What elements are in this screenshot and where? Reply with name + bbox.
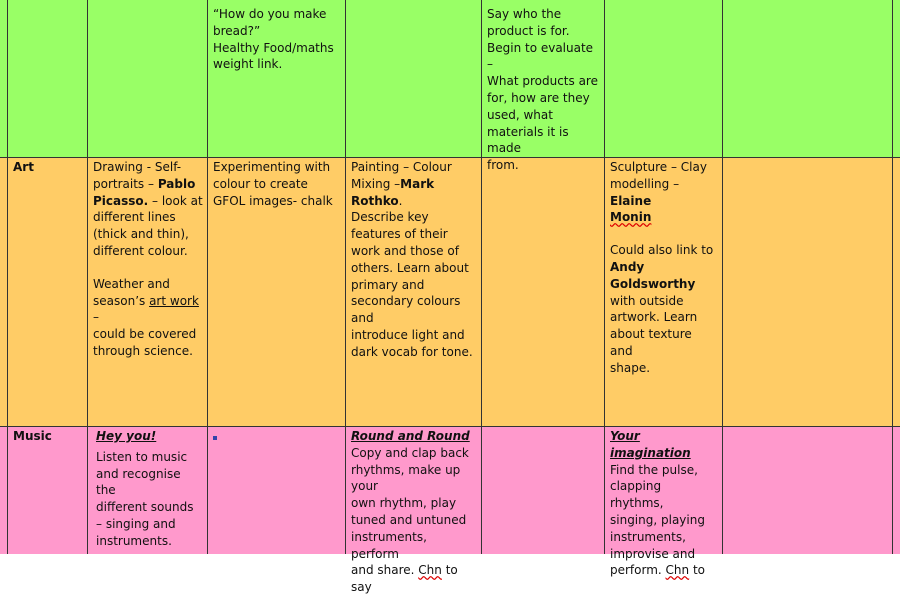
cell-text: used, what <box>487 107 553 122</box>
bullet-icon <box>213 436 217 440</box>
top-col5-cell <box>481 6 604 174</box>
cell-text: secondary colours and <box>351 294 461 326</box>
music-col2-cell <box>87 428 207 550</box>
cell-text: instruments. <box>96 533 172 548</box>
cell-text: Chn <box>418 563 442 578</box>
cell-text: . <box>398 193 403 208</box>
table-border <box>207 0 208 554</box>
cell-text <box>610 209 718 226</box>
cell-text: Sculpture – Clay <box>610 160 707 174</box>
cell-text <box>93 176 203 193</box>
cell-text: primary and <box>351 277 425 292</box>
art-col2-cell <box>87 159 207 360</box>
cell-text: clapping rhythms, <box>610 479 664 511</box>
cell-text: singing, playing <box>610 512 705 527</box>
cell-text: different sounds <box>96 500 194 515</box>
cell-text: GFOL images- chalk <box>213 193 333 208</box>
cell-text: for, how are they <box>487 90 590 105</box>
cell-text: work and those of <box>351 243 459 258</box>
table-border <box>0 157 900 158</box>
cell-text <box>351 176 477 210</box>
cell-text: Find the pulse, <box>610 462 698 477</box>
cell-text: about texture and <box>610 327 692 358</box>
unit-title: Round and Round <box>351 429 470 443</box>
cell-text: and recognise the <box>96 466 181 498</box>
cell-text: modelling – <box>610 176 680 191</box>
cell-text: Chn <box>665 563 690 578</box>
cell-text: improvise and <box>610 546 696 561</box>
cell-text: tuned and untuned <box>351 512 467 527</box>
cell-text: artwork. Learn <box>610 310 698 325</box>
cell-text <box>610 259 718 293</box>
cell-text: Experimenting with <box>213 160 331 174</box>
art-col6-cell <box>604 159 722 377</box>
cell-text: Begin to evaluate – <box>487 40 594 72</box>
cell-text: Listen to music <box>96 449 188 464</box>
cell-text: Copy and clap back <box>351 445 469 460</box>
art-col4-cell <box>345 159 481 361</box>
table-border <box>722 0 723 554</box>
row-top-background <box>0 0 900 157</box>
cell-text: Describe key <box>351 210 429 225</box>
cell-text: different lines <box>93 210 176 225</box>
artist-name: Mark Rothko <box>351 176 435 208</box>
cell-text <box>93 193 203 210</box>
cell-text: and share. <box>351 563 419 578</box>
cell-text: colour to create <box>213 176 308 191</box>
cell-text: shape. <box>610 360 651 375</box>
cell-text: Healthy Food/maths <box>213 40 334 55</box>
cell-text: Drawing - Self- <box>93 160 182 174</box>
cell-text: Say who the <box>487 7 562 21</box>
cell-text: different colour. <box>93 243 188 258</box>
cell-text <box>93 293 203 327</box>
cell-text: perform. <box>610 563 666 578</box>
art-work-text: art work <box>149 293 199 308</box>
cell-text: with outside <box>610 293 684 308</box>
cell-text: (thick and thin), <box>93 227 189 242</box>
cell-text: own rhythm, play <box>351 496 457 511</box>
row-label: Music <box>13 429 52 443</box>
cell-text: “How do you make <box>213 7 327 21</box>
art-row-label-cell <box>7 159 87 176</box>
cell-text: – <box>93 310 99 325</box>
cell-text: portraits – <box>93 176 158 191</box>
cell-text: dark vocab for tone. <box>351 344 473 359</box>
music-col6-cell <box>604 428 722 579</box>
artist-name: Picasso. <box>93 193 149 208</box>
artist-name: Andy Goldsworthy <box>610 259 696 291</box>
cell-text <box>610 562 718 579</box>
cell-text: season’s <box>93 293 150 308</box>
cell-text: to <box>689 563 706 578</box>
artist-name: Pablo <box>157 176 196 191</box>
cell-text: others. Learn about <box>351 260 469 275</box>
table-border <box>7 0 8 554</box>
unit-title: Hey you! <box>96 429 157 443</box>
artist-name: Elaine <box>610 193 652 208</box>
cell-text: materials it is made <box>487 124 569 156</box>
music-col3-cell <box>207 428 345 445</box>
cell-text: Weather and <box>93 276 170 291</box>
cell-text: weight link. <box>213 57 283 72</box>
cell-text: from. <box>487 158 519 173</box>
cell-text: What products are <box>487 74 598 89</box>
cell-text: Painting – Colour <box>351 160 452 174</box>
cell-text: introduce light and <box>351 327 465 342</box>
cell-text: – singing and <box>96 516 176 531</box>
row-label: Art <box>13 160 34 174</box>
cell-text: bread?” <box>213 23 261 38</box>
table-border <box>892 0 893 554</box>
music-row-label-cell <box>7 428 87 445</box>
cell-text: rhythms, make up your <box>351 462 461 494</box>
art-col3-cell <box>207 159 345 209</box>
cell-text: instruments, perform <box>351 529 427 561</box>
music-col4-cell <box>345 428 481 596</box>
cell-text: features of their <box>351 227 448 242</box>
cell-text: could be covered <box>93 327 197 342</box>
cell-text: product is for. <box>487 23 570 38</box>
cell-text: – look at <box>148 193 203 208</box>
cell-text <box>610 176 718 210</box>
unit-title: Your imagination <box>610 429 691 460</box>
cell-text: to say <box>351 563 458 595</box>
artist-name: Monin <box>610 210 652 225</box>
cell-text: instruments, <box>610 529 686 544</box>
top-col3-cell <box>207 6 345 73</box>
cell-text: Could also link to <box>610 243 714 258</box>
cell-text <box>351 562 477 596</box>
cell-text: Mixing – <box>351 176 401 191</box>
cell-text: through science. <box>93 343 193 358</box>
table-border <box>0 426 900 427</box>
